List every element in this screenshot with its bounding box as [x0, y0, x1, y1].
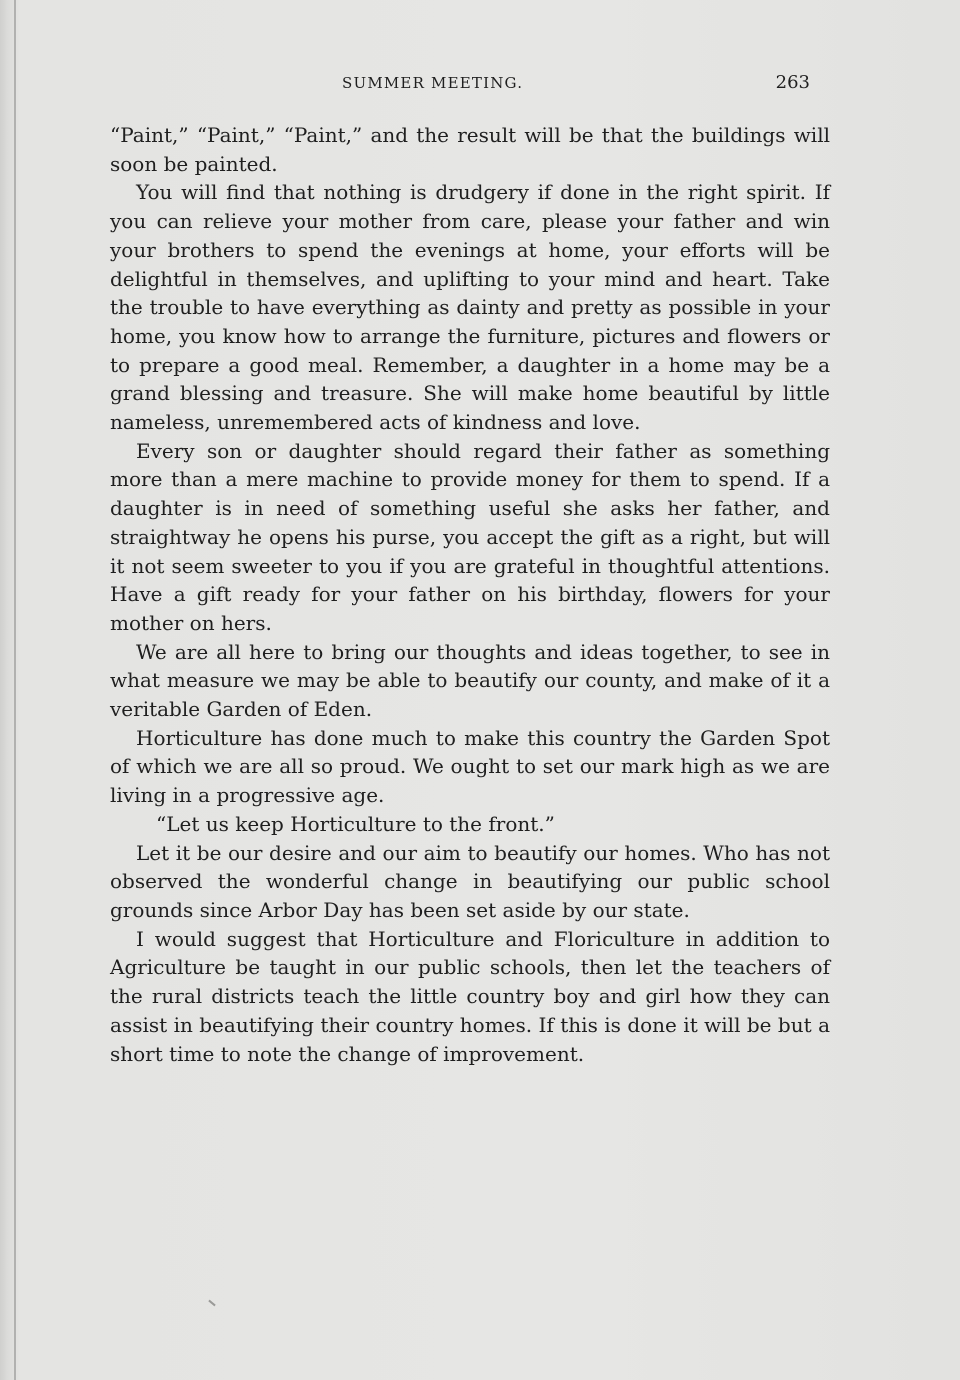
paragraph-4: We are all here to bring our thoughts and ideas together, to see in what measure we may be able to beautify our county, and make of it a veritable Garden of Eden. [110, 639, 830, 722]
paragraph-1: “Paint,” “Paint,” “Paint,” and the result will be that the buildings will soon be painted. [110, 123, 830, 176]
stray-mark [208, 1300, 215, 1307]
binding-edge [14, 0, 16, 1380]
paragraph-6-quote: “Let us keep Horticulture to the front.” [156, 811, 555, 836]
paragraph-5: Horticulture has done much to make this country the Garden Spot of which we are all so proud. We ought to set our mark high as we are living in a progressive age. [110, 725, 830, 808]
paragraph-7: Let it be our desire and our aim to beautify our homes. Who has not observed the wonderful change in beautifying our public school grounds since Arbor Day has been set aside by our state. [110, 840, 830, 922]
paragraph-8: I would suggest that Horticulture and Floriculture in addition to Agriculture be taught in our public schools, then let the teachers of the rural districts teach the little country boy and girl how they can assist in beautifying their country homes. If this is done it will be but a short time to note the change of improvement. [110, 926, 830, 1066]
running-title: SUMMER MEETING. [342, 74, 524, 92]
page-header [110, 74, 810, 98]
paragraph-3: Every son or daughter should regard their father as something more than a mere machine to provide money for them to spend. If a daughter is in need of something useful she asks her father, and straightway he opens his purse, you accept the gift as a right, but will it not seem sweeter to you if you are grateful in thoughtful attentions. Have a gift ready for your father on his birthday, flowers for your mother on hers. [110, 438, 830, 635]
body-text [110, 121, 830, 1068]
paragraph-2: You will find that nothing is drudgery if done in the right spirit. If you can relieve your mother from care, please your father and win your brothers to spend the evenings at home, your efforts will be delightful in themselves, and uplifting to your mind and heart. Take the trouble to have everything as dainty and pretty as possible in your home, you know how to arrange the furniture, pictures and flowers or to prepare a good meal. Remember, a daughter in a home may be a grand blessing and treasure. She will make home beautiful by little nameless, unremembered acts of kindness and love. [110, 180, 830, 435]
page-number: 263 [775, 72, 810, 93]
